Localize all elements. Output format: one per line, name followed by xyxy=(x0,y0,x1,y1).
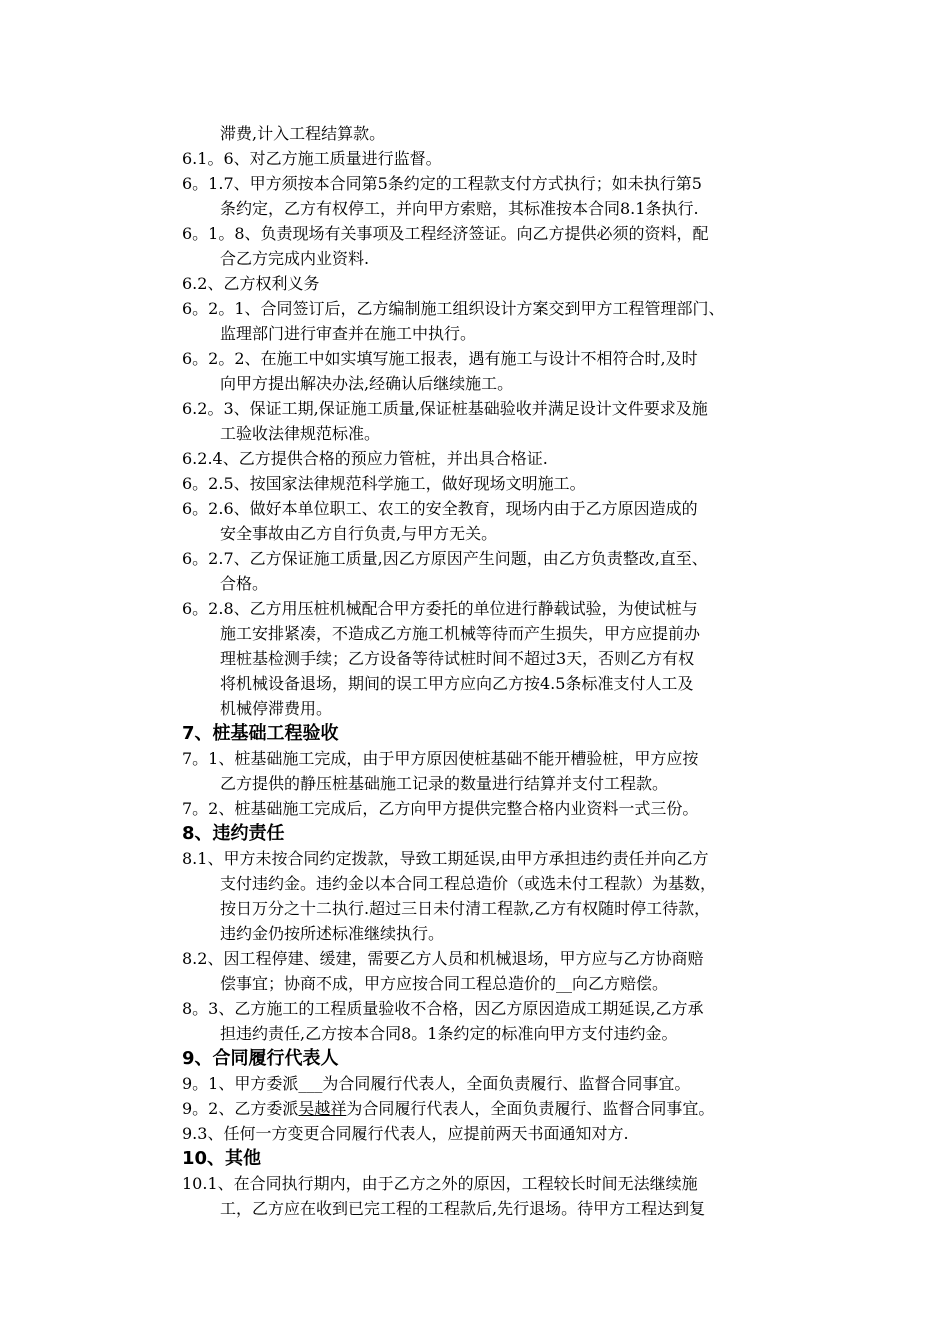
clause-line: 6。1.7、甲方须按本合同第5条约定的工程款支付方式执行；如未执行第5 xyxy=(182,174,702,193)
clause-continuation: 合乙方完成内业资料. xyxy=(220,249,370,268)
clause-continuation: 违约金仍按所述标准继续执行。 xyxy=(220,924,445,943)
clause-continuation: 合格。 xyxy=(220,574,269,593)
clause-line: 9。1、甲方委派___为合同履行代表人，全面负责履行、监督合同事宜。 xyxy=(182,1074,691,1093)
clause-line: 10.1、在合同执行期内，由于乙方之外的原因，工程较长时间无法继续施 xyxy=(182,1174,698,1193)
clause-continuation: 将机械设备退场，期间的误工甲方应向乙方按4.5条标准支付人工及 xyxy=(220,674,694,693)
clause-line: 7。1、桩基础施工完成，由于甲方原因使桩基础不能开槽验桩，甲方应按 xyxy=(182,749,699,768)
clause-line: 6。2。1、合同签订后，乙方编制施工组织设计方案交到甲方工程管理部门、 xyxy=(182,299,725,318)
clause-continuation: 向甲方提出解决办法,经确认后继续施工。 xyxy=(220,374,514,393)
clause-line: 6。2.6、做好本单位职工、农工的安全教育，现场内由于乙方原因造成的 xyxy=(182,499,698,518)
clause-continuation: 担违约责任,乙方按本合同8。1条约定的标准向甲方支付违约金。 xyxy=(220,1024,678,1043)
clause-continuation: 机械停滞费用。 xyxy=(220,699,333,718)
clause-continuation: 工验收法律规范标准。 xyxy=(220,424,381,443)
clause-continuation: 安全事故由乙方自行负责,与甲方无关。 xyxy=(220,524,498,543)
clause-line: 8。3、乙方施工的工程质量验收不合格，因乙方原因造成工期延误,乙方承 xyxy=(182,999,704,1018)
clause-text: 9。2、乙方委派 xyxy=(182,1099,299,1118)
clause-continuation: 滞费,计入工程结算款。 xyxy=(220,124,386,143)
clause-continuation: 施工安排紧凑，不造成乙方施工机械等待而产生损失，甲方应提前办 xyxy=(220,624,701,643)
clause-continuation: 支付违约金。违约金以本合同工程总造价（或选未付工程款）为基数， xyxy=(220,874,717,893)
clause-text: 为合同履行代表人，全面负责履行、监督合同事宜。 xyxy=(346,1099,715,1118)
representative-name: 吴越祥 xyxy=(298,1099,347,1118)
clause-line: 8.1、甲方未按合同约定拨款，导致工期延误,由甲方承担违约责任并向乙方 xyxy=(182,849,709,868)
contract-text xyxy=(182,121,822,1221)
clause-continuation: 条约定，乙方有权停工，并向甲方索赔，其标准按本合同8.1条执行. xyxy=(220,199,699,218)
section-heading: 10、其他 xyxy=(182,1148,262,1169)
clause-line: 6。1。8、负责现场有关事项及工程经济签证。向乙方提供必须的资料，配 xyxy=(182,224,709,243)
clause-line: 6。2.7、乙方保证施工质量,因乙方原因产生问题，由乙方负责整改,直至、 xyxy=(182,549,708,568)
clause-line: 6.1。6、对乙方施工质量进行监督。 xyxy=(182,149,442,168)
clause-line: 6。2。2、在施工中如实填写施工报表，遇有施工与设计不相符合时,及时 xyxy=(182,349,698,368)
clause-continuation: 偿事宜；协商不成，甲方应按合同工程总造价的__向乙方赔偿。 xyxy=(220,974,669,993)
clause-continuation: 工，乙方应在收到已完工程的工程款后,先行退场。待甲方工程达到复 xyxy=(220,1199,706,1218)
clause-line xyxy=(182,1096,822,1121)
clause-continuation: 按日万分之十二执行.超过三日未付清工程款,乙方有权随时停工待款， xyxy=(220,899,711,918)
clause-line: 6.2、乙方权利义务 xyxy=(182,274,320,293)
clause-line: 6。2.8、乙方用压桩机械配合甲方委托的单位进行静载试验，为使试桩与 xyxy=(182,599,698,618)
section-heading: 9、合同履行代表人 xyxy=(182,1048,339,1069)
clause-line: 9.3、任何一方变更合同履行代表人，应提前两天书面通知对方. xyxy=(182,1124,629,1143)
clause-line: 6。2.5、按国家法律规范科学施工，做好现场文明施工。 xyxy=(182,474,586,493)
clause-continuation: 理桩基检测手续；乙方设备等待试桩时间不超过3天，否则乙方有权 xyxy=(220,649,695,668)
clause-line: 6.2.4、乙方提供合格的预应力管桩，并出具合格证. xyxy=(182,449,548,468)
clause-continuation: 乙方提供的静压桩基础施工记录的数量进行结算并支付工程款。 xyxy=(220,774,669,793)
clause-line: 8.2、因工程停建、缓建，需要乙方人员和机械退场，甲方应与乙方协商赔 xyxy=(182,949,704,968)
clause-line: 6.2。3、保证工期,保证施工质量,保证桩基础验收并满足设计文件要求及施 xyxy=(182,399,708,418)
clause-line: 7。2、桩基础施工完成后，乙方向甲方提供完整合格内业资料一式三份。 xyxy=(182,799,699,818)
section-heading: 8、违约责任 xyxy=(182,823,285,844)
clause-continuation: 监理部门进行审查并在施工中执行。 xyxy=(220,324,477,343)
section-heading: 7、桩基础工程验收 xyxy=(182,723,339,744)
